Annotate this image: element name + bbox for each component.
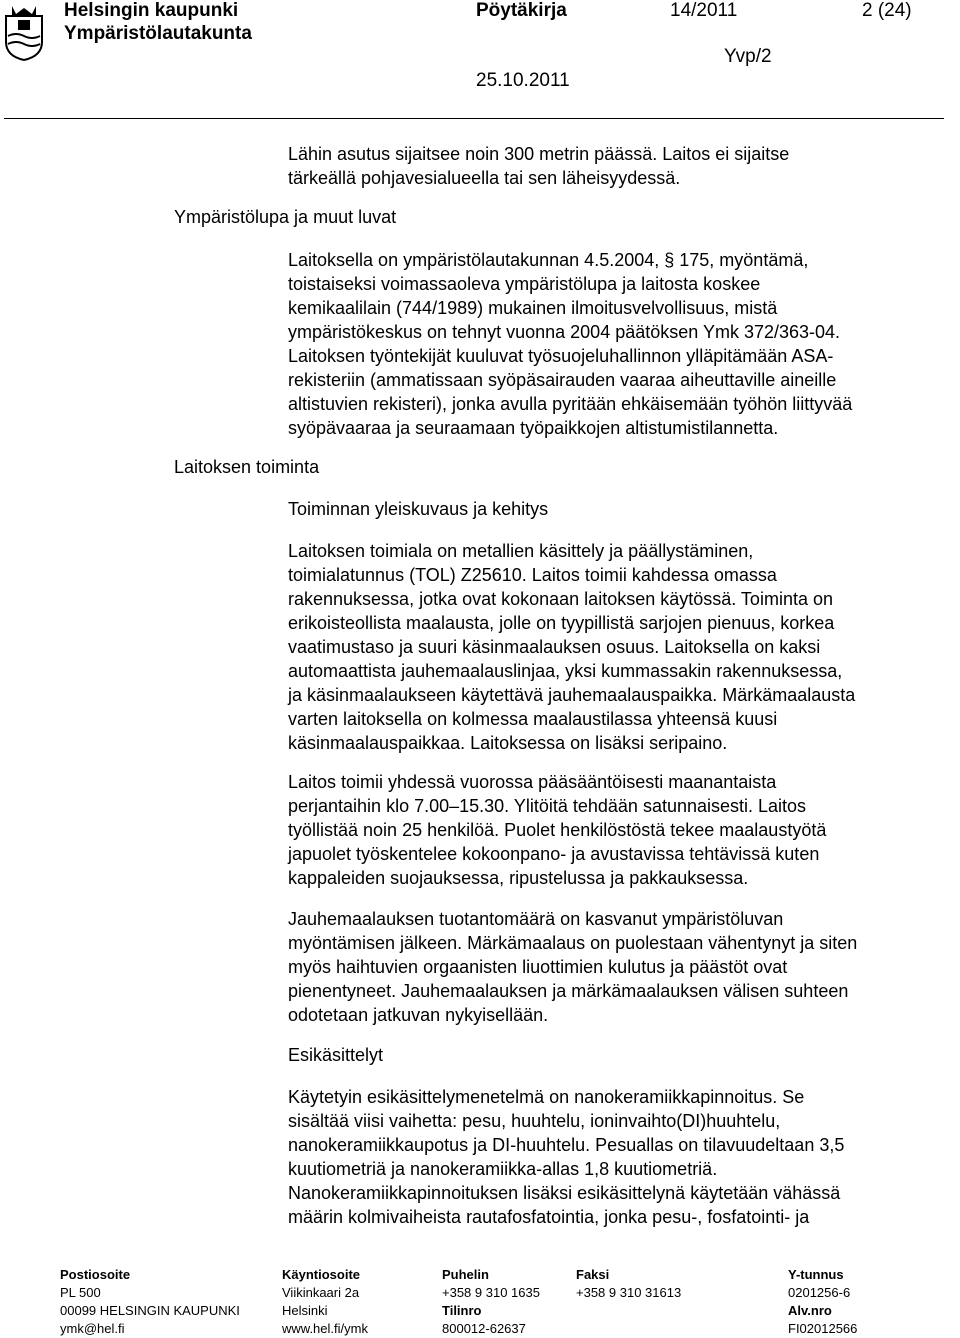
text-line: ympäristökeskus on tehnyt vuonna 2004 päätöksen Ymk 372/363-04.: [288, 322, 841, 342]
header-rule: [4, 118, 944, 119]
footer-label: Alv.nro: [788, 1303, 832, 1318]
footer-ytunnus: [788, 1266, 857, 1338]
footer-label: Tilinro: [442, 1303, 482, 1318]
text-line: odotetaan jatkuvan nykyisellään.: [288, 1005, 549, 1025]
footer-label: Postiosoite: [60, 1267, 131, 1282]
footer-website-link[interactable]: www.hel.fi/ymk: [282, 1321, 368, 1336]
text-line: rekisteriin (ammatissaan syöpäsairauden vaaraa aiheuttaville aineille: [288, 370, 837, 390]
text-line: kemikaalilain (744/1989) mukainen ilmoitusvelvollisuus, mistä: [288, 298, 778, 318]
text-line: pienentyneet. Jauhemaalauksen ja märkämaalauksen välisen suhteen: [288, 981, 849, 1001]
side-heading-permit: Ympäristölupa ja muut luvat: [174, 207, 397, 227]
footer-value: Helsinki: [282, 1303, 328, 1318]
text-line: määrin kolmivaiheista rautafosfatointia, jonka pesu-, fosfatointi- ja: [288, 1207, 810, 1227]
text-line: myöntämisen jälkeen. Märkämaalaus on puolestaan vähentynyt ja siten: [288, 933, 858, 953]
footer-visit: [282, 1266, 368, 1338]
text-line: Laitoksen työntekijät kuuluvat työsuojeluhallinnon ylläpitämään ASA-: [288, 346, 834, 366]
text-line: kappaleiden suojauksessa, ripustelussa ja pakkauksessa.: [288, 868, 749, 888]
text-line: työllistää noin 25 henkilöä. Puolet henkilöstöstä tekee maalaustyötä: [288, 820, 827, 840]
side-heading-operations: Laitoksen toiminta: [174, 457, 320, 477]
footer-value: 800012-62637: [442, 1321, 526, 1336]
shifts-paragraph: [288, 770, 948, 890]
text-line: käsinmaalauspaikkaa. Laitoksessa on lisäksi seripaino.: [288, 733, 728, 753]
subheading-overview: [288, 497, 948, 521]
text-line: sisältää viisi vaihetta: pesu, huuhtelu, ioninvaihto(DI)huuhtelu,: [288, 1111, 781, 1131]
footer-value: FI02012566: [788, 1321, 858, 1336]
text-line: toimialatunnus (TOL) Z25610. Laitos toimii kahdessa omassa: [288, 565, 777, 585]
footer-label: Faksi: [576, 1267, 610, 1282]
text-line: toistaiseksi voimassaoleva ympäristölupa ja laitosta koskee: [288, 274, 761, 294]
text-line: nanokeramiikkaupotus ja DI-huuhtelu. Pesuallas on tilavuudeltaan 3,5: [288, 1135, 845, 1155]
footer-value: +358 9 310 31613: [576, 1285, 682, 1300]
text-line: Jauhemaalauksen tuotantomäärä on kasvanut ympäristöluvan: [288, 909, 784, 929]
section-code: Yvp/2: [724, 46, 772, 67]
org-department: Ympäristölautakunta: [64, 23, 252, 44]
permit-paragraph: [288, 248, 948, 440]
footer-label: Puhelin: [442, 1267, 489, 1282]
text-line: vaatimustaso ja suuri käsinmaalauksen osuus. Laitoksella on kaksi: [288, 637, 821, 657]
subheading-text: Toiminnan yleiskuvaus ja kehitys: [288, 499, 549, 519]
volume-paragraph: [288, 907, 948, 1027]
footer-fax: [576, 1266, 681, 1302]
text-line: varten laitoksella on kolmessa maalaustilassa yhteensä kuusi: [288, 709, 778, 729]
text-line: Laitoksen toimiala on metallien käsittely ja päällystäminen,: [288, 541, 754, 561]
footer-label: Y-tunnus: [788, 1267, 844, 1282]
text-line: Laitoksella on ympäristölautakunnan 4.5.2004, § 175, myöntämä,: [288, 250, 809, 270]
footer-value: +358 9 310 1635: [442, 1285, 540, 1300]
footer-email-link[interactable]: ymk@hel.fi: [60, 1321, 125, 1336]
footer-value: 0201256-6: [788, 1285, 851, 1300]
text-line: automaattista jauhemaalauslinjaa, yksi kummassakin rakennuksessa,: [288, 661, 843, 681]
text-line: kuutiometriä ja nanokeramiikka-allas 1,8 kuutiometriä.: [288, 1159, 718, 1179]
doc-type: Pöytäkirja: [476, 0, 567, 21]
text-line: Laitos toimii yhdessä vuorossa pääsääntöisesti maanantaista: [288, 772, 777, 792]
subheading-text: Esikäsittelyt: [288, 1045, 384, 1065]
meeting-date: 25.10.2011: [476, 70, 570, 91]
subheading-pretreatment: [288, 1043, 948, 1067]
helsinki-crest-icon: [2, 2, 46, 62]
text-line: Nanokeramiikkapinnoituksen lisäksi esikäsittelynä käytetään vähässä: [288, 1183, 841, 1203]
intro-paragraph: [288, 142, 948, 190]
text-line: japuolet työskentelee kokoonpano- ja avustavissa tehtävissä kuten: [288, 844, 820, 864]
footer-value: PL 500: [60, 1285, 101, 1300]
text-line: tärkeällä pohjavesialueella tai sen läheisyydessä.: [288, 168, 681, 188]
footer-phone: [442, 1266, 540, 1338]
footer-postal: [60, 1266, 240, 1338]
footer-value: Viikinkaari 2a: [282, 1285, 360, 1300]
text-line: Käytetyin esikäsittelymenetelmä on nanokeramiikkapinnoitus. Se: [288, 1087, 805, 1107]
text-line: myös haihtuvien orgaanisten liuottimien kulutus ja päästöt ovat: [288, 957, 788, 977]
text-line: ja käsinmaalaukseen käytettävä jauhemaalauspaikka. Märkämaalausta: [288, 685, 856, 705]
page-number: 2 (24): [862, 0, 912, 21]
overview-paragraph: [288, 539, 948, 755]
text-line: erikoisteollista maalausta, jolle on tyypillistä sarjojen pienuus, korkea: [288, 613, 835, 633]
footer-value: 00099 HELSINGIN KAUPUNKI: [60, 1303, 240, 1318]
pretreatment-paragraph: [288, 1085, 948, 1229]
footer-label: Käyntiosoite: [282, 1267, 361, 1282]
doc-number: 14/2011: [670, 0, 738, 21]
text-line: perjantaihin klo 7.00–15.30. Ylitöitä tehdään satunnaisesti. Laitos: [288, 796, 807, 816]
text-line: syöpävaaraa ja seuraamaan työpaikkojen altistumistilannetta.: [288, 418, 779, 438]
text-line: altistuvien rekisteri), jonka avulla pyritään ehkäisemään työhön liittyvää: [288, 394, 853, 414]
page-footer: [0, 1266, 960, 1336]
org-name: Helsingin kaupunki: [64, 0, 239, 21]
text-line: Lähin asutus sijaitsee noin 300 metrin päässä. Laitos ei sijaitse: [288, 144, 790, 164]
text-line: rakennuksessa, jotka ovat kokonaan laitoksen käytössä. Toiminta on: [288, 589, 833, 609]
